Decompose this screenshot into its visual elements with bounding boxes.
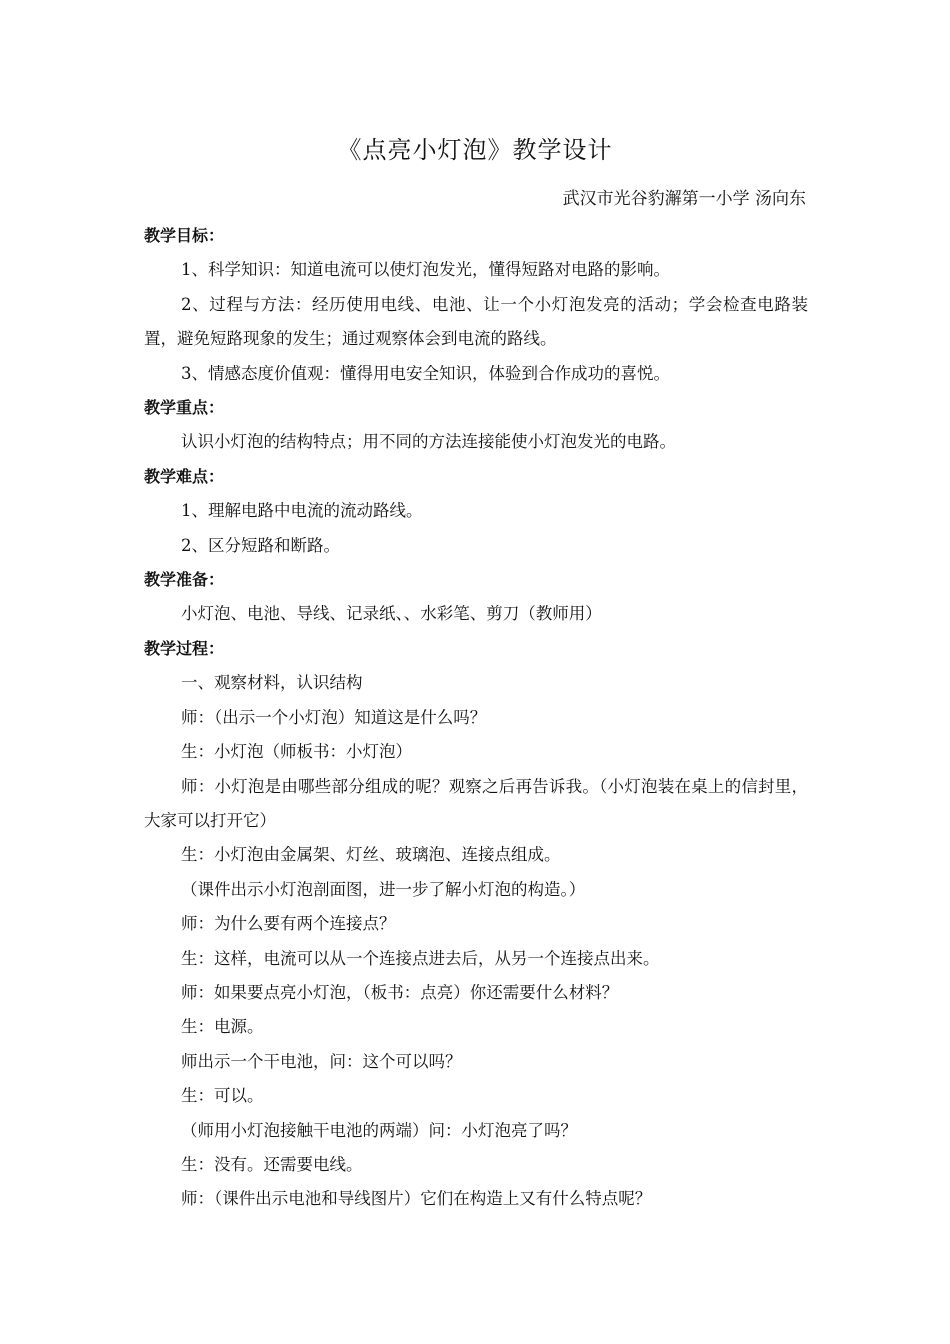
objective-item: 1、科学知识：知道电流可以使灯泡发光，懂得短路对电路的影响。 [181,260,670,280]
key-points-heading: 教学重点： [144,398,225,418]
process-line: 师：如果要点亮小灯泡，（板书：点亮）你还需要什么材料？ [181,982,619,1002]
objective-item: 3、情感态度价值观：懂得用电安全知识，体验到合作成功的喜悦。 [181,363,670,383]
preparation-text: 小灯泡、电池、导线、记录纸、、水彩笔、剪刀（教师用） [181,604,602,624]
difficulty-item: 1、理解电路中电流的流动路线。 [181,501,423,521]
objectives-section [144,219,808,391]
process-line: 师：（课件出示电池和导线图片）它们在构造上又有什么特点呢？ [181,1189,652,1209]
key-points-section [144,391,808,460]
process-heading: 教学过程： [144,638,225,658]
process-line: 一、观察材料，认识结构 [181,673,363,693]
process-line: 生：小灯泡（师板书：小灯泡） [181,742,412,762]
objectives-heading: 教学目标： [144,226,225,245]
process-line: 生：小灯泡由金属架、灯丝、玻璃泡、连接点组成。 [181,845,561,865]
preparation-section [144,563,808,632]
process-line: 师：小灯泡是由哪些部分组成的呢？观察之后再告诉我。（小灯泡装在桌上的信封里，大家可以打开它） [144,776,808,830]
process-line: （课件出示小灯泡剖面图，进一步了解小灯泡的构造。） [181,879,586,899]
process-line: （师用小灯泡接触干电池的两端）问：小灯泡亮了吗？ [181,1120,577,1140]
process-section [144,632,808,1217]
process-line: 师：为什么要有两个连接点？ [181,914,396,934]
key-points-text: 认识小灯泡的结构特点；用不同的方法连接能使小灯泡发光的电路。 [181,432,676,452]
document-body [144,219,808,1217]
process-line: 生：这样，电流可以从一个连接点进去后，从另一个连接点出来。 [181,948,660,968]
difficulties-section [144,460,808,563]
difficulties-heading: 教学难点： [144,466,225,486]
objective-item: 2、过程与方法：经历使用电线、电池、让一个小灯泡发亮的活动；学会检查电路装置，避免短路现象的发生；通过观察体会到电流的路线。 [144,294,808,349]
process-line: 生：电源。 [181,1017,264,1037]
process-line: 师：（出示一个小灯泡）知道这是什么吗？ [181,707,487,727]
difficulty-item: 2、区分短路和断路。 [181,535,340,555]
process-line: 生：可以。 [181,1086,264,1106]
preparation-heading: 教学准备： [144,570,225,590]
process-line: 师出示一个干电池，问：这个可以吗？ [181,1051,462,1071]
process-line: 生：没有。还需要电线。 [181,1154,363,1174]
document-title: 《点亮小灯泡》教学设计 [337,136,613,164]
document-author: 武汉市光谷豹澥第一小学 汤向东 [562,189,806,209]
